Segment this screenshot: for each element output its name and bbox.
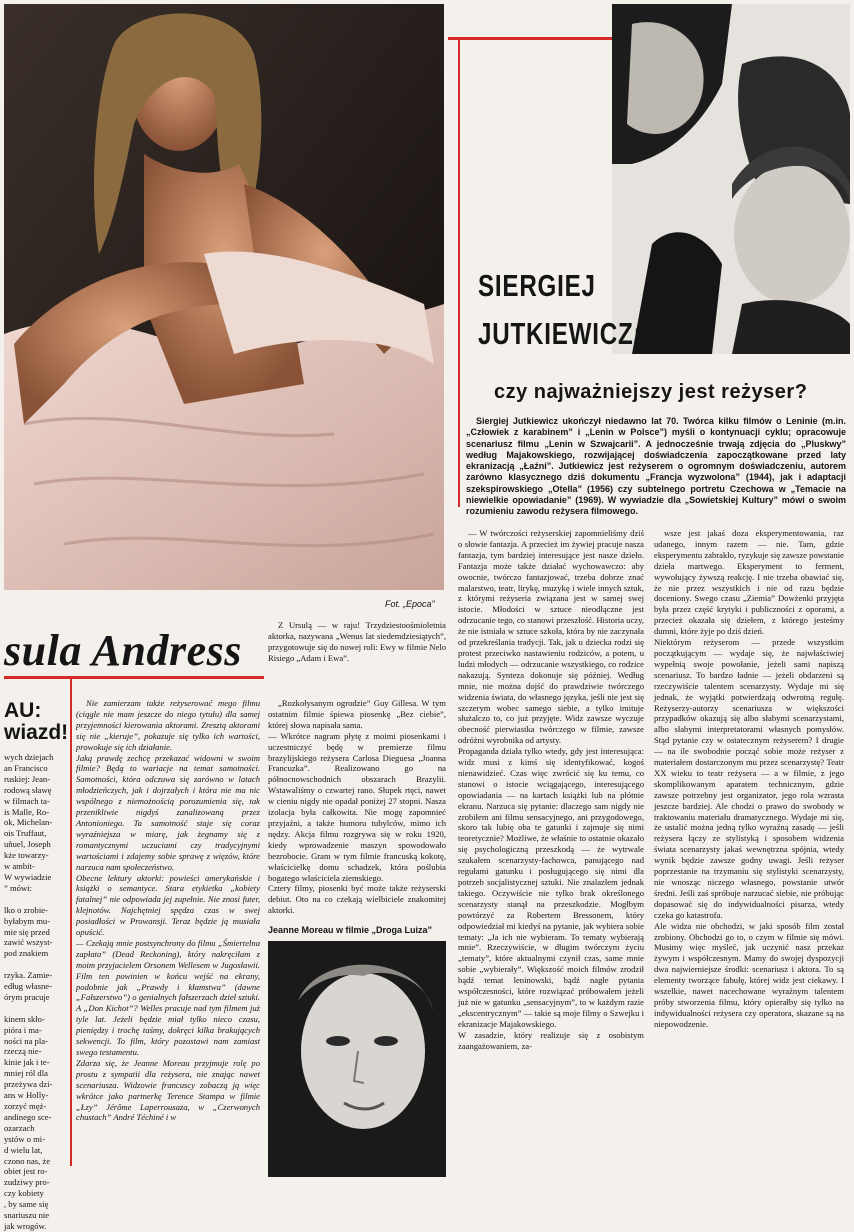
interview-headline: [4, 700, 68, 744]
jutkiewicz-photo: [612, 4, 850, 354]
red-rule-left: [4, 676, 264, 679]
moreau-caption: Jeanne Moreau w filmie „Droga Luiza”: [268, 925, 433, 935]
jeanne-moreau-photo: [268, 941, 446, 1177]
article-subtitle: czy najważniejszy jest reżyser?: [494, 381, 808, 403]
ursula-column-1: Nie zamierzam także reżyserować mego filmu (ciągle nie mam jeszcze do niego tytułu) dla samej przyjemności kierowania aktorami. Zresztą aktorami się nie „kieruje”, pokazuje się tylko ich wartości, prowokuje się ich działanie. Jaką prawdę zechcę przekazać widowni w swoim filmie? Będą to wariacje na temat samotności. Samotności, która odczuwa się zarówno w latach młodzieńczych, jak i dojrzałych i która nie ma nic wspólnego z niemożnością porozumienia się, tak przenikliwie nigdyś zanalizowaną przez Antonioniego. Ta samotność staje się coraz wyraźniejsza w miarę, jak żegnamy się z romantycznymi uczuciami czy tradycyjnymi wartościami i zdajemy sobie sprawę z więzów, które narzuca nam społeczeństwo. Obecne lektury aktorki: powieści amerykańskie i książki o semantyce. Stara etykietka „kobiety fatalnej” nie odpowiada jej zupełnie. Nie znosi futer, klejnotów. Najchętniej spędza czas w swej posiadłości w Prowansji. Teraz będzie ją musiała opuścić. — Czekają mnie postsynchrony do filmu „Śmiertelna zapłata” (Dead Reckoning), który nakręciłam z moim przyjacielem Orsonem Wellesem w Jugosławii. Film ten powinien w końcu wejść na ekrany, podobnie jak „Prawdy i kłamstwa” (dawne „Fałszerstwo”) o genialnych fałszerzach dzieł sztuki. A „Don Kichot”? Welles pracuje nad tym filmem już tyle lat. Jeżeli będzie miał tylko nieco czasu, pieniędzy i trochę taśmy, dokręci kilka brakujących sekwencji. To film, który pozostawi nam zamiast swego testamentu. Zdarza się, że Jeanne Moreau przyjmuje rolę po prostu z sympatii dla reżysera, nie znając nawet scenariusza. Widzowie francuscy zobaczą ją więc wkrótce jako partnerkę Terence Stampa w filmie „Łzy” Jérôme Laperrousaza, w „Czerwonych chustach” André Téchiné i w: [76, 698, 260, 1123]
article-lede: Siergiej Jutkiewicz ukończył niedawno lat 70. Twórca kilku filmów o Leninie (m.in. „Człowiek z karabinem” i „Lenin w Polsce”) myśli o kontynuacji cyklu; opracowuje scenariusz filmu „Lenin w Szwajcarii”. A jednocześnie trwają zdjęcia do „Pluskwy” według Majakowskiego, rozwijającej doświadczenia zapoczątkowane przed laty ekranizacją „Łaźni”. Jutkiewicz jest reżyserem o ogromnym doświadczeniu, autorem zarówno klasycznego dziś dokumentu „Francja wyzwolona” (1944), jak i adaptacji szekspirowskiego „Otella” (1956) czy subtelnego portretu Czechowa w „Temacie na niewielkie opowiadanie” (1969). W wywiadzie dla „Sowietskiej Kultury” mówi o swoim rozumieniu zawodu reżysera filmowego.: [466, 416, 846, 517]
article-title-line-2: JUTKIEWICZ:: [478, 316, 643, 351]
photo-credit: Fot. „Epoca”: [385, 599, 435, 609]
ursula-caption-text: Z Ursulą — w raju! Trzydziestoośmioletnia aktorka, nazywana „Wenus lat siedemdziesiątych”, przygotowuje się do nowej roli: Ewy w filmie Nelo Risiego „Adam i Ewa”.: [268, 620, 449, 663]
ursula-andress-photo: [4, 4, 444, 590]
name-banner: sula Andress: [4, 626, 242, 675]
red-rule-top: [448, 37, 612, 40]
red-rule-vertical-left: [70, 676, 72, 1166]
headline-line-1: AU:: [4, 699, 42, 722]
red-rule-vertical-right: [458, 37, 460, 507]
article-column-right: wsze jest jakaś doza eksperymentowania, raz udanego, innym razem — nie. Tam, gdzie eksperymentu zabrakło, ryzykuje się zawsze powstanie dzieła martwego. Eksperyment to ferment, wywołujący żywszą reakcję. I nie trzeba obawiać się, że nie przez wszystkich i nie od razu będzie doceniony. Swego czasu „Ziemia” Dowżenki przyjęta była przez część krytyki i publiczności z oporami, a przecież okazała się dziełem, z którego jesteśmy dumni, które żyje po dziś dzień. Niektórym reżyserom — przede wszystkim początkującym — wydaje się, że najwłaściwiej wypełnią swoje powołanie, jeżeli sami napiszą scenariusz. To bardzo ładnie — jeżeli obdarzeni są rzeczywiście talentem scenarzysty. Wydaje mi się jednak, że wyjątki potwierdzają odwrotną regułę. Reżyserzy-autorzy scenariusza w większości przypadków okazują się albo słabymi scenarzystami, albo słabymi interpretatorami własnych pomysłów. Stąd pytanie czy w ostatecznym reżyserem? I drugie — na ile swobodnie począć sobie może reżyser z materiałem dostarczonym mu przez scenarzystę? Teatr XX wieku to teatr reżysera — a w filmie, z jego skomplikowanym aparatem technicznym, gdzie zawsze potrzebny jest organizator, jego rola wzrasta jeszcze bardziej. Ale chodzi o prawo do swobody w traktowaniu materiału dramatycznego. Wydaje mi się, że ustalić można jedną tylko wyraźną zasadę — jeśli reżysera łączy ze stylistyką i sposobem widzenia świata scenarzysty jakaś wewnętrzna spójnia, wtedy wynik będzie zawsze godny uwagi. Jeśli reżyser poprzestanie na trzymaniu się stylistyki scenarzysty, nie wnosząc niczego własnego, powstanie utwór średni. Jeśli zaś spróbuje narzucać siebie, nie próbując dopasować się do indywidualności pisarza, wtedy czeka go katastrofa. Ale widza nie obchodzi, w jaki sposób film został zrobiony. Obchodzi go to, o czym w filmie się mówi. Musimy więc myśleć, jak uczynić nasz przekaz żywym i współczesnym. Mamy do swojej dyspozycji dwa najwierniejsze środki: scenariusz i aktora. To są elementy tworzące fabułę, której widz jest ciekawy. I wszelkie, nawet nacechowane wyraźnym talentem próby stworzenia filmu, który opierałby się tylko na indywidualności reżysera czy operatora, skazane są na niepowodzenie.: [654, 528, 844, 1029]
article-title-line-1: SIERGIEJ: [478, 268, 596, 303]
article-column-left: — W twórczości reżyserskiej zapomnieliśmy dziś o słowie fantazja. A przecież im żywiej pracuje nasza fantazja, tym bardziej interesujące jest nasze dzieło. Fantazja może także działać wychowawczo: aby owocnie, twórczo fantazjować, trzeba dobrze znać malarstwo, teatr, lirykę, muzykę i wiele innych sztuk, z którymi reżyseria związana jest w samej swej istocie. Młodości w sztuce nieodłączne jest odrzucanie tego, co stanowi przeszłość. Historia uczy, że nie istniała w sztuce szkoła, która by nie zaczynała od przekreślania tradycji. Tak, jak u dziecka rodzi się protest przeciwko nastawieniu rodziców, a potem, u ludzi młodych — odrzucanie wszystkiego, co rodzice nakazują. Synteza dokonuje się później. Według mnie, nie można dojść do prawdziwie twórczego widzenia świata, do własnego języka, jeśli nie jest się szczerym wobec samego siebie, a tylko imituje służalczo to, co już przyjęte. Widz zawsze wyczuje obecność pierwiastka twórczego w filmie, zawsze odróżni wyrobnika od artysty. Propaganda działa tylko wtedy, gdy jest interesująca: widz musi z kimś się identyfikować, kogoś nienawidzieć. Czas więc zwrócić się ku temu, co stanowi o istocie wciągającego, interesującego opowiadania — na kartach książki lub na płótnie ekranu. Narzuca się pytanie: dlaczego sam nigdy nie zrobiłem ani filmu sensacyjnego, ani przygodowego, skoro tak lubię oba te gatunki i zajmuje się nimi teoretycznie? Możliwe, że właśnie to ostatnie okazało się psychologiczną przeszkodą — że wytrwale szukałem scenarzysty-fachowca, panującego nad regułami gatunku i posługującego się nimi dla potrzeb socjalistycznej sztuki. Nie znalazłem jednak takiego. Oczywiście nie tylko brak określonego scenarzysty stanął na przeszkodzie. Mogłbym powtórzyć za Robertem Bressonem, który odpowiedział mi kiedyś na pytanie, jak wybiera sobie tematy: „Ja ich nie wybieram. To tematy wybierają mnie”. Rzeczywiście, w długim twórczym życiu „tematy”, które aktualnymi czynił czas, same mnie sobie „wybierały”. Większość moich filmów zrodził bądź temat leninowski, bądź nagłe pytania współczesności, które rozwiązać próbowałem jeżeli już nie w gatunku „sensacyjnym”, to w każdym razie „ekscentrycznym” — takie są moje filmy o Szwejku i ekranizacje Majakowskiego. W zasadzie, który realizuje się z osobistym zaangażowaniem, za-: [458, 528, 644, 1051]
left-strip-text: wych dziejach an Francisco ruskiej: Jean- rodową sławę w filmach ta- is Malle, Ro- ok, Michelan- ois Truffaut, uñuel, Joseph kże towarzy- w ambit- W wywiadzie ” mówi: lko o zrobie- byłabym mu- mie się przed zawić wszyst- pod znakiem rzyka. Zamie- edług własne- órym pracuje kinem skło- pióra i ma- ności na pla- rzeczą nie- kinie jak i te- mniej ról dla przeżywa dzi- ans w Holly- zorzyć męż- andinego sce- ozarzach ystów o mi- d wielu lat, czono nas, że obiet jest ro- zudziwy pro- czy kobiety , by same się snariuszu nie jak wrogów.: [4, 752, 54, 1231]
headline-line-2: wiazd!: [4, 721, 69, 744]
ursula-column-2: „Rozkołysanym ogrodzie” Guy Gillesa. W tym ostatnim filmie śpiewa piosenkę „Bez ciebie”, której słowa napisała sama. — Wkrótce nagram płytę z moimi piosenkami i uczestniczyć będę w premierze filmu brazylijskiego reżysera Carlosa Dieguesa „Joanna Francuzka”. Realizowano go na północnowschodnich obszarach Brazylii. Wstawaliśmy o czwartej rano. Słupek rtęci, nawet w cieniu nigdy nie opadał poniżej 27 stopni. Nasza izolacja była całkowita. Nie mogę zapomnieć przyjaźni, a także humoru tubylców, mimo ich nędzy. Akcja filmu rozgrywa się w roku 1920, kiedy wprowadzenie maszyn spowodowało bezrobocie. Gram w tym filmie francuską kokotę, właścicielkę domu schadzek, która poślubia bogatego właściciela ziemskiego. Cztery filmy, piosenki być może także reżyserski debiut. Oto na co czekają wielbiciele znakomitej aktorki.: [268, 698, 446, 916]
